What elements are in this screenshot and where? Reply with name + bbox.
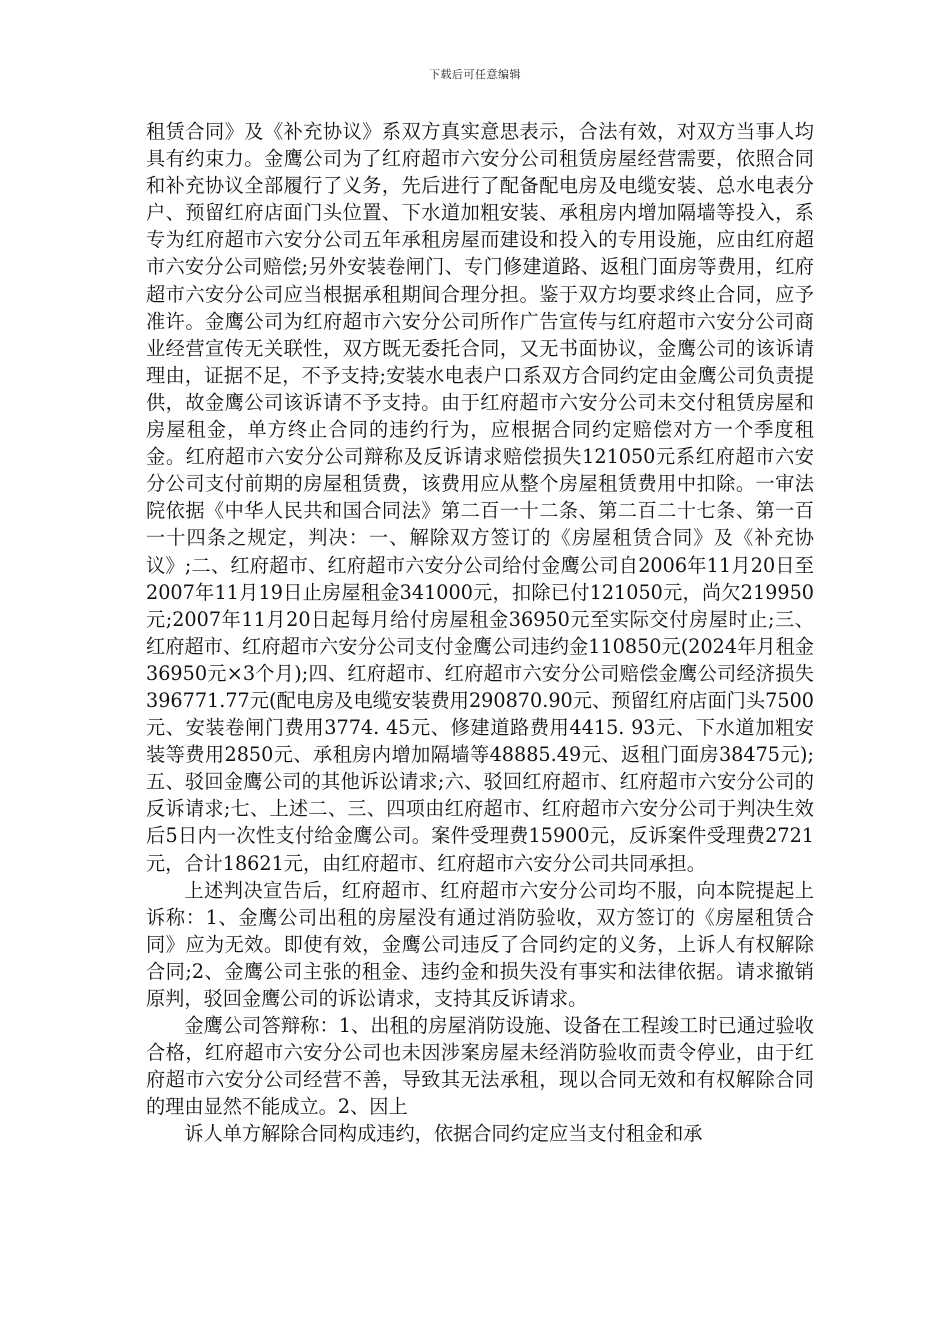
- paragraph: 上述判决宣告后，红府超市、红府超市六安分公司均不服，向本院提起上诉称：1、金鹰公司出租的房屋没有通过消防验收，双方签订的《房屋租赁合同》应为无效。即使有效，金鹰公司违反了合同约定的义务，上诉人有权解除合同;2、金鹰公司主张的租金、违约金和损失没有事实和法律依据。请求撤销原判，驳回金鹰公司的诉讼请求，支持其反诉请求。: [146, 878, 814, 1010]
- paragraph: 诉人单方解除合同构成违约，依据合同约定应当支付租金和承: [184, 1122, 703, 1146]
- page-header: 下载后可任意编辑: [429, 68, 521, 81]
- paragraph: 金鹰公司答辩称：1、出租的房屋消防设施、设备在工程竣工时已通过验收合格，红府超市六安分公司也未因涉案房屋未经消防验收而责令停业，由于红府超市六安分公司经营不善，导致其无法承租，现以合同无效和有权解除合同的理由显然不能成立。2、因上: [146, 1014, 814, 1119]
- paragraph: 租赁合同》及《补充协议》系双方真实意思表示，合法有效，对双方当事人均具有约束力。金鹰公司为了红府超市六安分公司租赁房屋经营需要，依照合同和补充协议全部履行了义务，先后进行了配备配电房及电缆安装、总水电表分户、预留红府店面门头位置、下水道加粗安装、承租房内增加隔墙等投入，系专为红府超市六安分公司五年承租房屋而建设和投入的专用设施，应由红府超市六安分公司赔偿;另外安装卷闸门、专门修建道路、返租门面房等费用，红府超市六安分公司应当根据承租期间合理分担。鉴于双方均要求终止合同，应予准许。金鹰公司为红府超市六安分公司所作广告宣传与红府超市六安分公司商业经营宣传无关联性，双方既无委托合同，又无书面协议，金鹰公司的该诉请理由，证据不足，不予支持;安装水电表户口系双方合同约定由金鹰公司负责提供，故金鹰公司该诉请不予支持。由于红府超市六安分公司未交付租赁房屋和房屋租金，单方终止合同的违约行为，应根据合同约定赔偿对方一个季度租金。红府超市六安分公司辩称及反诉请求赔偿损失121050元系红府超市六安分公司支付前期的房屋租赁费，该费用应从整个房屋租赁费用中扣除。一审法院依据《中华人民共和国合同法》第二百一十二条、第二百二十七条、第一百一十四条之规定，判决：一、解除双方签订的《房屋租赁合同》及《补充协议》;二、红府超市、红府超市六安分公司给付金鹰公司自2006年11月20日至2007年11月19日止房屋租金341000元，扣除已付121050元，尚欠219950元;2007年11月20日起每月给付房屋租金36950元至实际交付房屋时止;三、红府超市、红府超市六安分公司支付金鹰公司违约金110850元(2024年月租金36950元×3个月);四、红府超市、红府超市六安分公司赔偿金鹰公司经济损失396771.77元(配电房及电缆安装费用290870.90元、预留红府店面门头7500元、安装卷闸门费用3774. 45元、修建道路费用4415. 93元、下水道加粗安装等费用2850元、承租房内增加隔墙等48885.49元、返租门面房38475元);五、驳回金鹰公司的其他诉讼请求;六、驳回红府超市、红府超市六安分公司的反诉请求;七、上述二、三、四项由红府超市、红府超市六安分公司于判决生效后5日内一次性支付给金鹰公司。案件受理费15900元，反诉案件受理费2721元，合计18621元，由红府超市、红府超市六安分公司共同承担。: [146, 120, 814, 875]
- document-body: [146, 118, 814, 1148]
